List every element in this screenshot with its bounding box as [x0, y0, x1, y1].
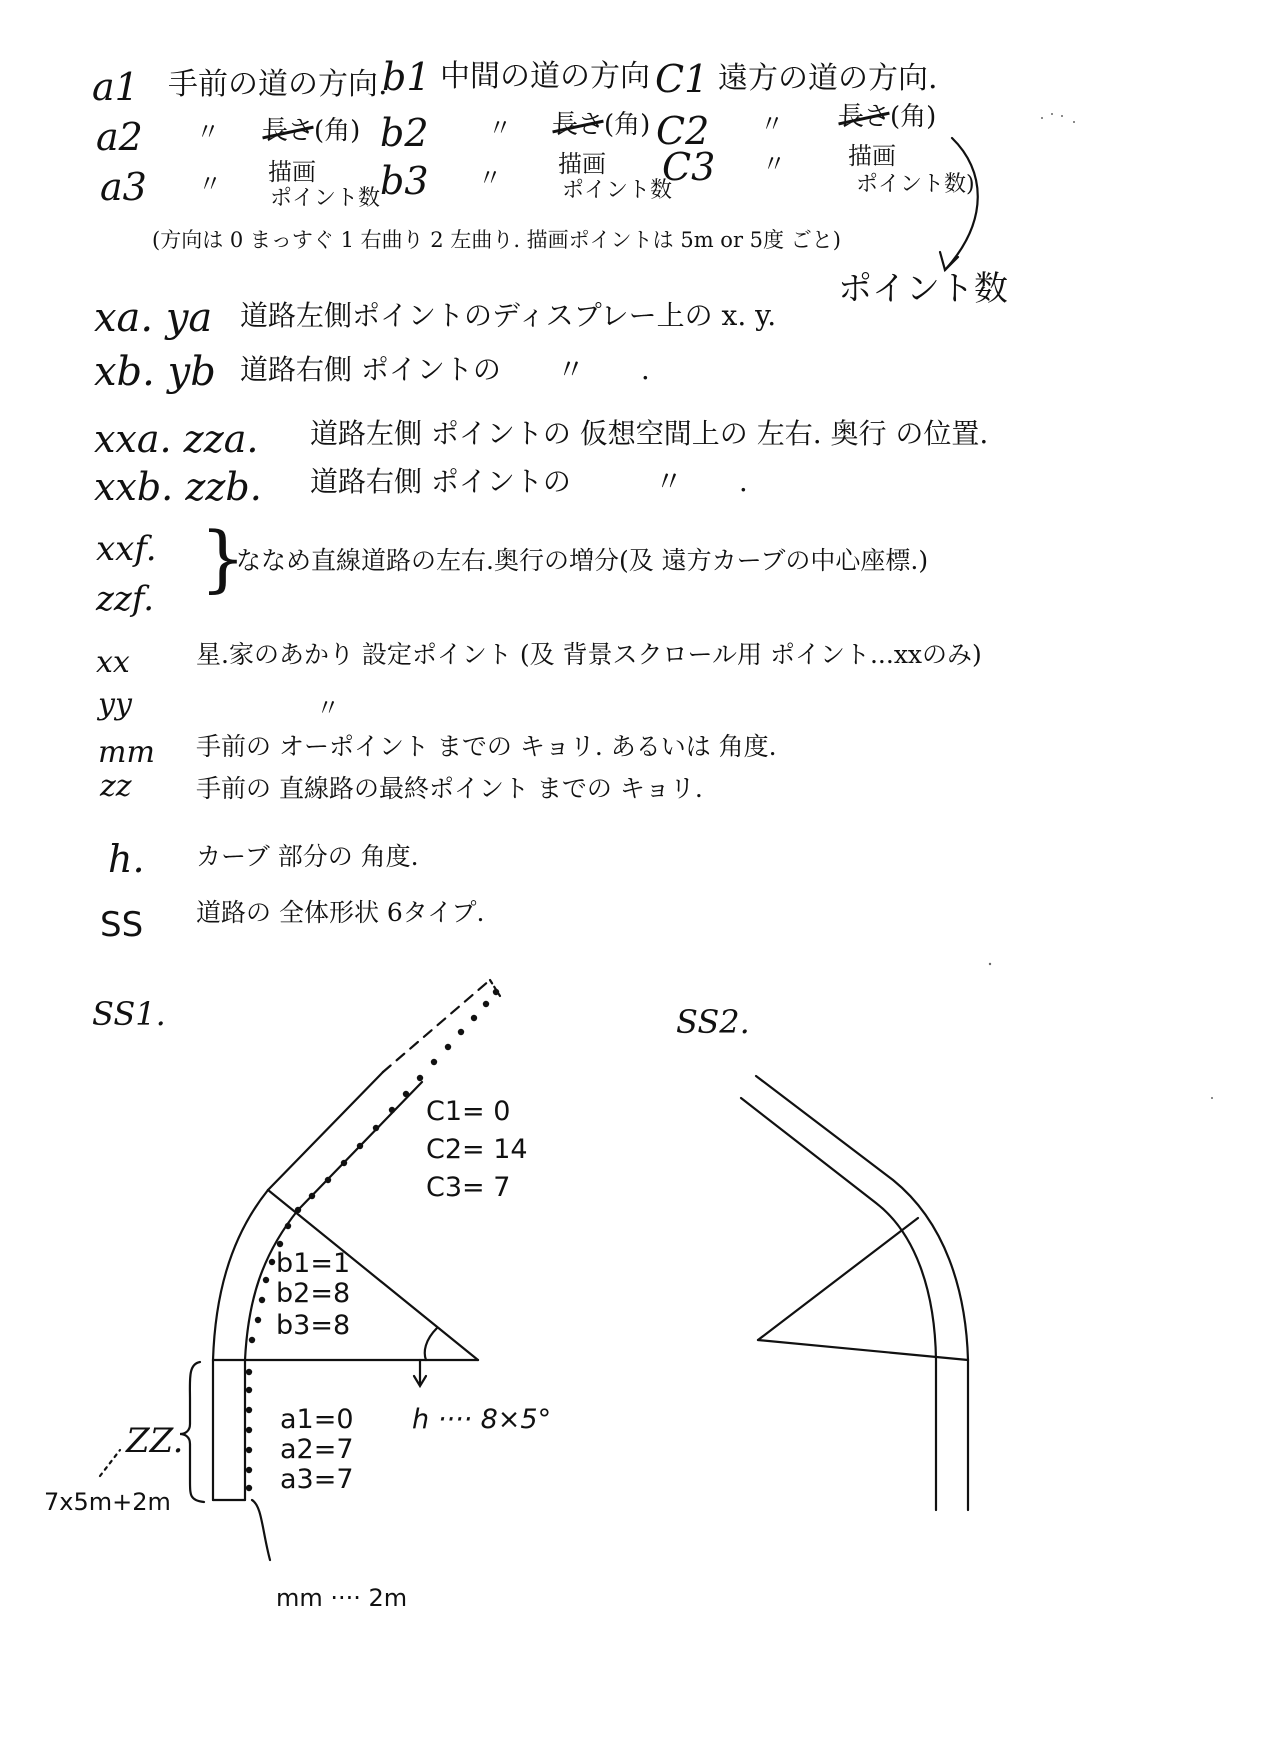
diagram1-zz-value: 7x5m+2m	[44, 1488, 171, 1516]
legend-b3-desc1: 描画	[558, 150, 606, 178]
a-point	[246, 1467, 252, 1473]
legend-b3-key: b3	[380, 159, 429, 203]
diagram1-a1-label: a1=0	[280, 1404, 354, 1435]
b-point	[255, 1317, 261, 1323]
ss1-diagonal-line	[268, 1190, 478, 1360]
legend-note: (方向は 0 まっすぐ 1 右曲り 2 左曲り. 描画ポイントは 5m or 5度 ごと)	[152, 228, 841, 252]
ss1-road	[213, 980, 500, 1500]
legend-a2-ditto: 〃	[196, 118, 220, 146]
misc-xx-key: xx	[96, 645, 130, 680]
legend-a2-key: a2	[96, 115, 143, 159]
c-point	[483, 1001, 489, 1007]
scan-speckles	[989, 113, 1213, 1099]
legend-a1-desc: 手前の道の方向.	[168, 67, 388, 102]
ss1-zz-pointer	[100, 1450, 120, 1476]
c-point	[431, 1059, 437, 1065]
point-count-arrow	[945, 138, 978, 270]
a-point	[246, 1427, 252, 1433]
incr-desc: ななめ直線道路の左右.奥行の増分(及 遠方カーブの中心座標.)	[236, 546, 929, 575]
diagram1-a3-label: a3=7	[280, 1464, 354, 1495]
ss2-diagonal-line	[758, 1218, 918, 1340]
b-point	[295, 1207, 301, 1213]
c-point	[445, 1044, 451, 1050]
c-point	[373, 1125, 379, 1131]
diagram1-b2-label: b2=8	[276, 1278, 351, 1309]
a-point	[246, 1369, 252, 1375]
legend-c1-desc: 遠方の道の方向.	[718, 61, 938, 96]
c-point	[341, 1160, 347, 1166]
a-point	[246, 1387, 252, 1393]
legend-c3-desc1: 描画	[848, 142, 896, 170]
ss1-mm-pointer	[252, 1500, 270, 1560]
diagram2-title: SS2.	[676, 1003, 750, 1041]
diagram1-c1-label: C1= 0	[426, 1096, 511, 1127]
var-xxa-desc: 道路左側 ポイントの 仮想空間上の 左右. 奥行 の位置.	[310, 417, 989, 450]
legend-c2-key: C2	[656, 109, 710, 153]
c-point	[458, 1029, 464, 1035]
legend-b2-desc: 長さ(角)	[552, 110, 651, 140]
legend-a3-desc1: 描画	[268, 158, 316, 186]
c-point	[309, 1193, 315, 1199]
diagram1-zz-label: ZZ.	[126, 1421, 184, 1461]
diagram1-b3-label: b3=8	[276, 1310, 351, 1341]
legend-b2-ditto: 〃	[488, 114, 512, 142]
misc-mm-desc: 手前の オーポイント までの キョリ. あるいは 角度.	[196, 732, 777, 761]
legend-b1-desc: 中間の道の方向	[440, 59, 650, 94]
legend-c3-ditto: 〃	[762, 150, 786, 178]
a-point	[246, 1485, 252, 1491]
diagram1-mm-label: mm ···· 2m	[276, 1584, 408, 1612]
c-point	[325, 1177, 331, 1183]
diagram1-a2-label: a2=7	[280, 1434, 354, 1465]
diagram1-b1-label: b1=1	[276, 1248, 351, 1279]
b-point	[249, 1337, 255, 1343]
ss2-road	[741, 1076, 968, 1510]
misc-zz-key: zz	[100, 769, 132, 804]
b-point	[269, 1259, 275, 1265]
c-point	[403, 1091, 409, 1097]
ss1-point-dots	[246, 989, 499, 1495]
misc-yy-key: yy	[98, 687, 132, 722]
misc-ss-desc: 道路の 全体形状 6タイプ.	[196, 898, 485, 927]
legend-a1-key: a1	[92, 65, 139, 109]
var-xaya-key: xa. ya	[94, 295, 213, 341]
legend-a3-desc2: ポイント数	[270, 186, 381, 211]
diagram1-h-label: h ···· 8×5°	[412, 1404, 552, 1435]
a-point	[246, 1447, 252, 1453]
point-count-arrowhead	[940, 252, 958, 270]
misc-h-desc: カーブ 部分の 角度.	[196, 842, 419, 871]
c-point	[417, 1075, 423, 1081]
legend-a3-ditto: 〃	[198, 170, 222, 198]
var-xxb-desc: 道路右側 ポイントの 〃 .	[310, 465, 748, 498]
c-point	[357, 1143, 363, 1149]
legend-b3-ditto: 〃	[478, 164, 502, 192]
b-point	[263, 1277, 269, 1283]
legend-a2-desc: 長さ(角)	[262, 116, 361, 146]
misc-zz-desc: 手前の 直線路の最終ポイント までの キョリ.	[196, 774, 703, 803]
c-point	[471, 1015, 477, 1021]
var-xbyb-key: xb. yb	[94, 349, 216, 395]
legend-c1-key: C1	[655, 57, 709, 101]
incr-xxf-key: xxf.	[96, 529, 157, 569]
diagram1-c2-label: C2= 14	[426, 1134, 528, 1165]
b-point	[285, 1223, 291, 1229]
ss1-angle-arc	[425, 1328, 437, 1360]
c-point	[389, 1107, 395, 1113]
misc-yy-desc: 〃	[316, 694, 340, 722]
misc-mm-key: mm	[98, 735, 155, 770]
point-count-label: ポイント数	[838, 269, 1008, 309]
b-point	[277, 1241, 283, 1247]
ss1-zz-brace	[180, 1362, 204, 1502]
misc-h-key: h.	[108, 837, 145, 881]
legend-b1-key: b1	[382, 55, 431, 99]
legend-b3-desc2: ポイント数	[562, 178, 673, 203]
legend-b2-key: b2	[380, 111, 429, 155]
incr-zzf-key: zzf.	[96, 579, 155, 619]
var-xxa-key: xxa. zza.	[94, 417, 259, 461]
incr-brace: }	[200, 516, 246, 600]
b-point	[259, 1297, 265, 1303]
var-xxb-key: xxb. zzb.	[94, 465, 262, 509]
diagram1-title: SS1.	[92, 995, 166, 1033]
legend-c3-desc2: ポイント数)	[856, 172, 975, 197]
legend-a3-key: a3	[100, 165, 147, 209]
legend-c2-desc: 長さ(角)	[838, 102, 937, 132]
diagram1-c3-label: C3= 7	[426, 1172, 511, 1203]
var-xaya-desc: 道路左側ポイントのディスプレー上の x. y.	[240, 299, 777, 332]
legend-c2-ditto: 〃	[760, 110, 784, 138]
legend-c3-key: C3	[662, 145, 716, 189]
misc-ss-key: SS	[100, 905, 144, 945]
misc-xx-desc: 星.家のあかり 設定ポイント (及 背景スクロール用 ポイント...xxのみ)	[196, 640, 982, 669]
a-point	[246, 1407, 252, 1413]
c-point	[493, 989, 499, 995]
var-xbyb-desc: 道路右側 ポイントの 〃 .	[240, 353, 650, 386]
